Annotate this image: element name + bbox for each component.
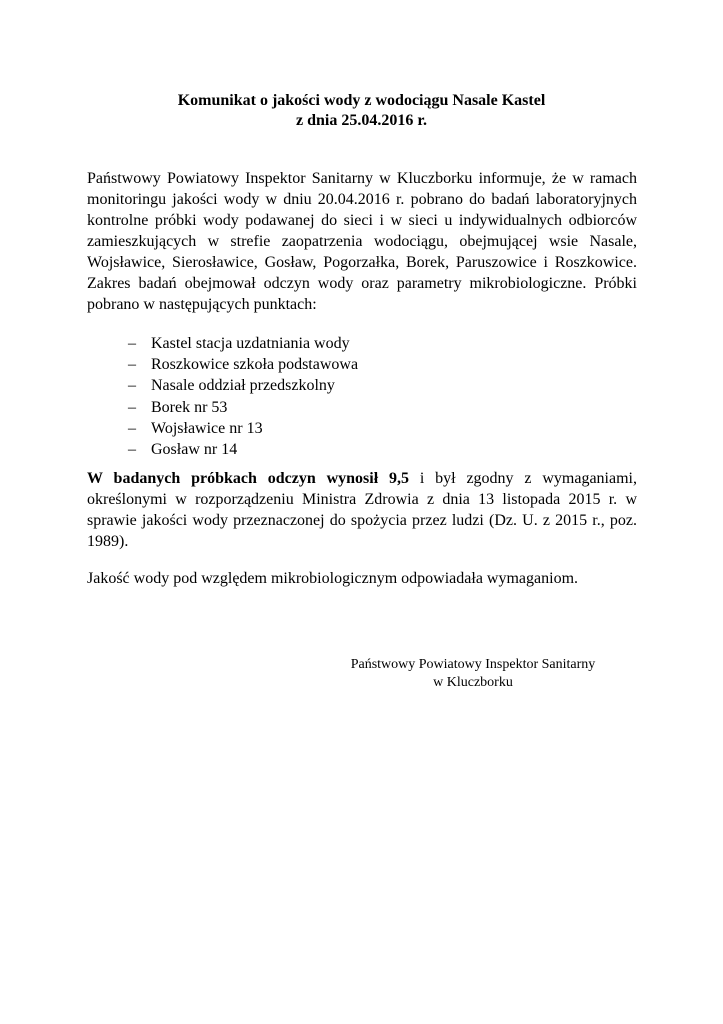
list-dash: – <box>128 335 136 352</box>
list-dash: – <box>128 356 136 374</box>
title-line-1: Komunikat o jakości wody z wodociągu Nasale Kastel <box>177 92 546 109</box>
intro-paragraph: Państwowy Powiatowy Inspektor Sanitarny w Kluczborku informuje, że w ramach monitoringu jakości wody w dniu 20.04.2016 r. pobrano do badań laboratoryjnych kontrolne próbki wody podawanej do sieci i w sieci u indywidualnych odbiorców zamieszkujących w strefie zaopatrzenia wodociągu, obejmującej wsie Nasale, Wojsławice, Sierosławice, Gosław, Pogorzałka, Borek, Paruszowice i Roszkowice. Zakres badań obejmował odczyn wody oraz parametry mikrobiologiczne. Próbki pobrano w następujących punktach: <box>87 170 637 313</box>
signature-block <box>341 656 605 692</box>
list-item-text: Borek nr 53 <box>151 398 228 416</box>
list-item <box>128 333 358 354</box>
result-paragraph <box>87 468 637 552</box>
list-item <box>128 418 358 439</box>
list-item <box>128 354 358 375</box>
result-text: i był zgodny z wymaganiami, określonymi w rozporządzeniu Ministra Zdrowia z dnia 13 listopada 2015 r. w sprawie jakości wody przeznaczonej do spożycia przez ludzi (Dz. U. z 2015 r., poz. 1989). <box>87 470 637 550</box>
list-item <box>128 375 358 396</box>
conclusion-paragraph: Jakość wody pod względem mikrobiologicznym odpowiadała wymaganiom. <box>87 570 579 587</box>
signature-line-2: w Kluczborku <box>433 675 513 690</box>
list-dash: – <box>128 377 136 395</box>
list-item-text: Kastel stacja uzdatniania wody <box>151 335 350 352</box>
result-highlight: W badanych próbkach odczyn wynosił 9,5 <box>87 470 410 487</box>
signature-line-1: Państwowy Powiatowy Inspektor Sanitarny <box>350 657 596 672</box>
list-dash: – <box>128 441 136 459</box>
list-item <box>128 397 358 418</box>
sampling-points-list <box>128 333 358 460</box>
list-item-text: Gosław nr 14 <box>151 441 238 459</box>
list-item-text: Roszkowice szkoła podstawowa <box>151 356 359 374</box>
title-line-2: z dnia 25.04.2016 r. <box>296 112 427 129</box>
document-title <box>0 91 723 131</box>
list-dash: – <box>128 419 136 437</box>
list-item-text: Nasale oddział przedszkolny <box>151 377 335 395</box>
list-item <box>128 439 358 460</box>
list-item-text: Wojsławice nr 13 <box>151 419 263 437</box>
list-dash: – <box>128 398 136 416</box>
